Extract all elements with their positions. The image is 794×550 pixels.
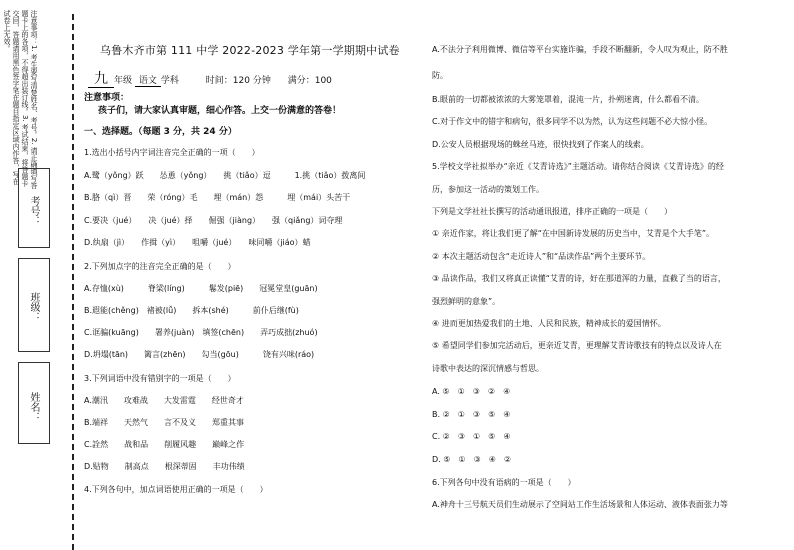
margin-notes: 注意事项：1. 考生要写清楚姓名、考号。2. 请正确填写答题卡上的各项，不得超出装订线。3. 考试结束，将答题卡交回，答题请用黑色签字笔在题目指定区域内作答，写在试卷上无效。 bbox=[3, 10, 38, 189]
grade-value: 九 bbox=[88, 71, 114, 88]
subject-value: 语文 bbox=[135, 76, 161, 87]
question-line: D.纨扇（jì） 作揖（yì） 咀嚼（jué） 味同嚼（jiáo）蜡 bbox=[84, 238, 311, 247]
exam-title: 乌鲁木齐市第 111 中学 2022-2023 学年第一学期期中试卷 bbox=[100, 44, 400, 57]
score-info: 满分：100 bbox=[287, 76, 332, 86]
question-line: C.要决（jué） 决（jué）择 倔强（jiàng） 强（qiǎng）词夺理 bbox=[84, 216, 343, 225]
question-line: 防。 bbox=[432, 71, 448, 80]
question-line: A.存恤(xù) 脊梁(líng) 鬈发(piē) 冠冕堂皇(guān) bbox=[84, 284, 318, 293]
xingming-label: 姓名： bbox=[28, 392, 39, 422]
question-line: D. ⑤ ① ③ ④ ② bbox=[432, 455, 512, 464]
question-line: C.詮然 战和品 削履风趣 巅峰之作 bbox=[84, 440, 245, 449]
question-line: D.公安人员根据现场的蛛丝马迹，很快找到了作案人的线索。 bbox=[432, 140, 649, 149]
section-heading: 一、选择题。（每题 3 分，共 24 分） bbox=[84, 127, 237, 137]
notice-heading: 注意事项： bbox=[84, 93, 130, 103]
question-line: 4.下列各句中，加点词语使用正确的一项是（ ） bbox=[84, 485, 268, 494]
question-line: C. ② ③ ① ⑤ ④ bbox=[432, 432, 511, 441]
time-info: 时间：120 分钟 bbox=[205, 76, 271, 86]
question-line: 1.选出小括号内字词注音完全正确的一项（ ） bbox=[84, 148, 260, 157]
notice-tip: 孩子们，请大家认真审题，细心作答。上交一份满意的答卷！ bbox=[98, 106, 342, 116]
question-line: 6.下列各句中没有语病的一项是（ ） bbox=[432, 478, 576, 487]
question-line: 诗歌中表达的深沉情感与哲思。 bbox=[432, 364, 544, 373]
question-line: A.鹭（yǒng）跃 怂恿（yǒng） 挑（tiǎo）逗 1.挑（tiǎo）拨离间 bbox=[84, 171, 366, 180]
question-line: A.不法分子利用微博、微信等平台实施诈骗，手段不断翻新，令人叹为观止，防不胜 bbox=[432, 45, 728, 54]
exam-info bbox=[88, 68, 332, 88]
question-line: 下列是文学社社长撰写的活动通讯报道，排序正确的一项是（ ） bbox=[432, 207, 672, 216]
question-line: B.眼前的一切都被浓浓的大雾笼罩着，混沌一片，扑朔迷离，什么都看不清。 bbox=[432, 95, 705, 104]
question-line: B. ② ① ③ ⑤ ④ bbox=[432, 410, 511, 419]
question-line: ② 本次主题活动包含“走近诗人”和“品读作品”两个主要环节。 bbox=[432, 252, 651, 261]
question-line: 5.学校文学社拟举办“亲近《艾青诗选》”主题活动。请你结合阅读《艾青诗选》的经 bbox=[432, 162, 724, 171]
subject-suffix: 学科 bbox=[160, 76, 179, 86]
question-line: ④ 进而更加热爱我们的土地、人民和民族，精神成长的爱国情怀。 bbox=[432, 319, 666, 328]
question-line: A.神舟十三号航天员们生动展示了空间站工作生活场景和人体运动、液体表面张力等 bbox=[432, 500, 728, 509]
question-line: 历，参加这一活动的策划工作。 bbox=[432, 185, 544, 194]
binding-line bbox=[72, 14, 74, 550]
question-line: 强烈鲜明的意象”。 bbox=[432, 297, 501, 306]
question-line: A. ⑤ ① ③ ② ④ bbox=[432, 387, 511, 396]
question-line: C.诓骗(kuāng) 署养(juàn) 填签(chēn) 弄巧成拙(zhuó) bbox=[84, 328, 318, 337]
question-line: D.坍塌(tān) 篱言(zhēn) 勾当(gōu) 饶有兴味(ráo) bbox=[84, 350, 315, 359]
question-line: ⑤ 希望同学们参加完活动后，更亲近艾青，更理解艾青诗歌技有的特点以及诗人在 bbox=[432, 341, 722, 350]
question-line: 3.下列词语中没有错别字的一项是（ ） bbox=[84, 374, 236, 383]
question-line: B.胳（qì）晋 荣（róng）毛 埋（mán）怨 埋（mái）头苦干 bbox=[84, 193, 351, 202]
question-line: A.潮汛 攻难战 大发雷霆 经世奇才 bbox=[84, 396, 244, 405]
question-line: ③ 品读作品，我们又将真正读懂“艾青的诗，好在那道浑的力量，直截了当的语言， bbox=[432, 274, 726, 283]
banji-label: 班级： bbox=[28, 292, 39, 322]
kaohao-label: 考号： bbox=[28, 196, 39, 226]
question-line: C.对于作文中的错字和病句，很多同学不以为然，认为这些问题不必大惊小怪。 bbox=[432, 117, 713, 126]
grade-suffix: 年级 bbox=[114, 76, 133, 86]
question-line: ① 亲近作家，将让我们更了解“在中国新诗发展的历史当中，艾青是个大手笔”。 bbox=[432, 229, 715, 238]
question-line: B.遐能(chěng) 褚被(lǚ) 拆本(shé) 前仆后继(fù) bbox=[84, 306, 299, 315]
question-line: B.端祥 天然气 言不及义 郑重其事 bbox=[84, 418, 245, 427]
question-line: D.贴物 制高点 根深蒂固 丰功伟绩 bbox=[84, 462, 245, 471]
question-line: 2.下列加点字的注音完全正确的是（ ） bbox=[84, 262, 236, 271]
